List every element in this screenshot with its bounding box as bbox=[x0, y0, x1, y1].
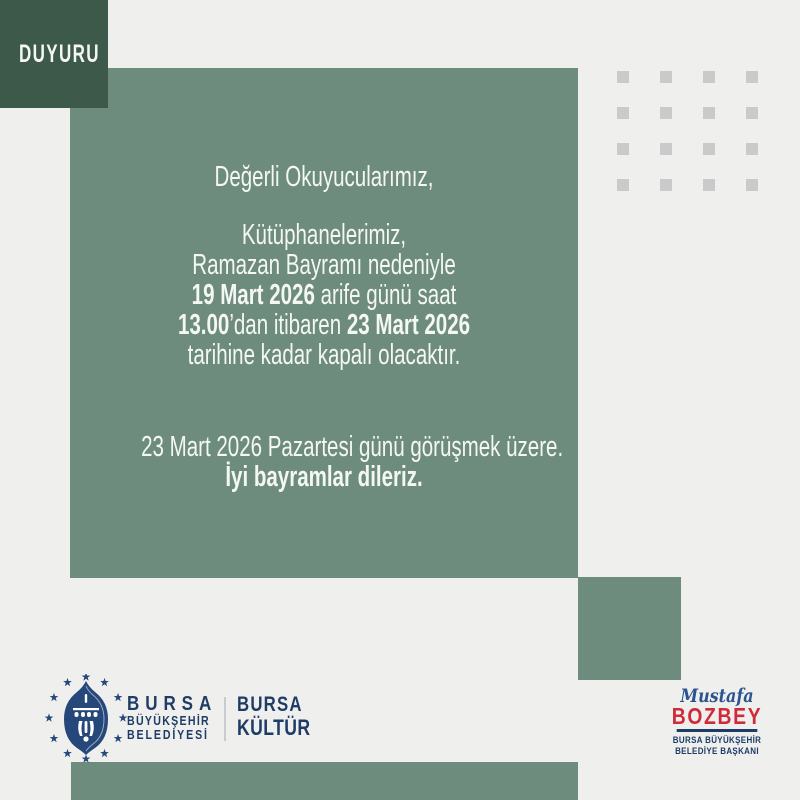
bottom-bar-decoration bbox=[71, 762, 578, 800]
mayor-first-name: Mustafa bbox=[680, 685, 754, 707]
dot bbox=[660, 143, 672, 155]
duyuru-badge-label: DUYURU bbox=[19, 39, 100, 68]
dot bbox=[617, 179, 629, 191]
dot bbox=[617, 107, 629, 119]
announcement-paragraph-body: Kütüphanelerimiz, Ramazan Bayramı nedeniyle 19 Mart 2026 arife günü saat 13.00’dan itibaren 23 Mart 2026 tarihine kadar kapalı olacaktır. bbox=[177, 219, 471, 371]
dot bbox=[703, 107, 715, 119]
dot bbox=[703, 71, 715, 83]
announcement-card bbox=[70, 68, 578, 578]
dot bbox=[660, 179, 672, 191]
dot bbox=[617, 71, 629, 83]
dot bbox=[660, 107, 672, 119]
duyuru-badge bbox=[0, 0, 108, 108]
announcement-paragraph-closing: 23 Mart 2026 Pazartesi günü görüşmek üzere. İyi bayramlar dileriz. bbox=[141, 431, 564, 493]
announcement-text bbox=[141, 68, 564, 493]
dot-grid-decoration bbox=[617, 71, 758, 191]
mayor-last-name: BOZBEY bbox=[671, 703, 763, 729]
municipality-name-line2: BÜYÜKŞEHİR bbox=[127, 714, 211, 728]
municipality-name-line3: BELEDİYESİ bbox=[127, 728, 209, 742]
dot bbox=[660, 71, 672, 83]
bursa-kultur-line1: BURSA bbox=[237, 693, 303, 716]
dot bbox=[746, 179, 758, 191]
mayor-title-line1: BURSA BÜYÜKŞEHİR bbox=[672, 734, 762, 746]
mayor-title-line2: BELEDİYE BAŞKANI bbox=[675, 745, 759, 757]
dot bbox=[746, 107, 758, 119]
dot bbox=[617, 143, 629, 155]
corner-square-decoration bbox=[578, 577, 681, 680]
bursa-kultur-line2: KÜLTÜR bbox=[237, 715, 311, 740]
municipality-wordmark bbox=[127, 694, 217, 742]
signature-rule bbox=[677, 729, 758, 732]
bursa-kultur-wordmark bbox=[237, 694, 310, 739]
dot bbox=[703, 179, 715, 191]
logo-divider bbox=[224, 697, 226, 741]
announcement-paragraph-greeting: Değerli Okuyucularımız, bbox=[214, 161, 434, 193]
municipality-name-line1: BURSA bbox=[127, 693, 218, 715]
dot bbox=[703, 143, 715, 155]
bursa-municipality-emblem-icon bbox=[44, 674, 128, 764]
mayor-signature-block bbox=[668, 687, 765, 757]
dot bbox=[746, 71, 758, 83]
dot bbox=[746, 143, 758, 155]
